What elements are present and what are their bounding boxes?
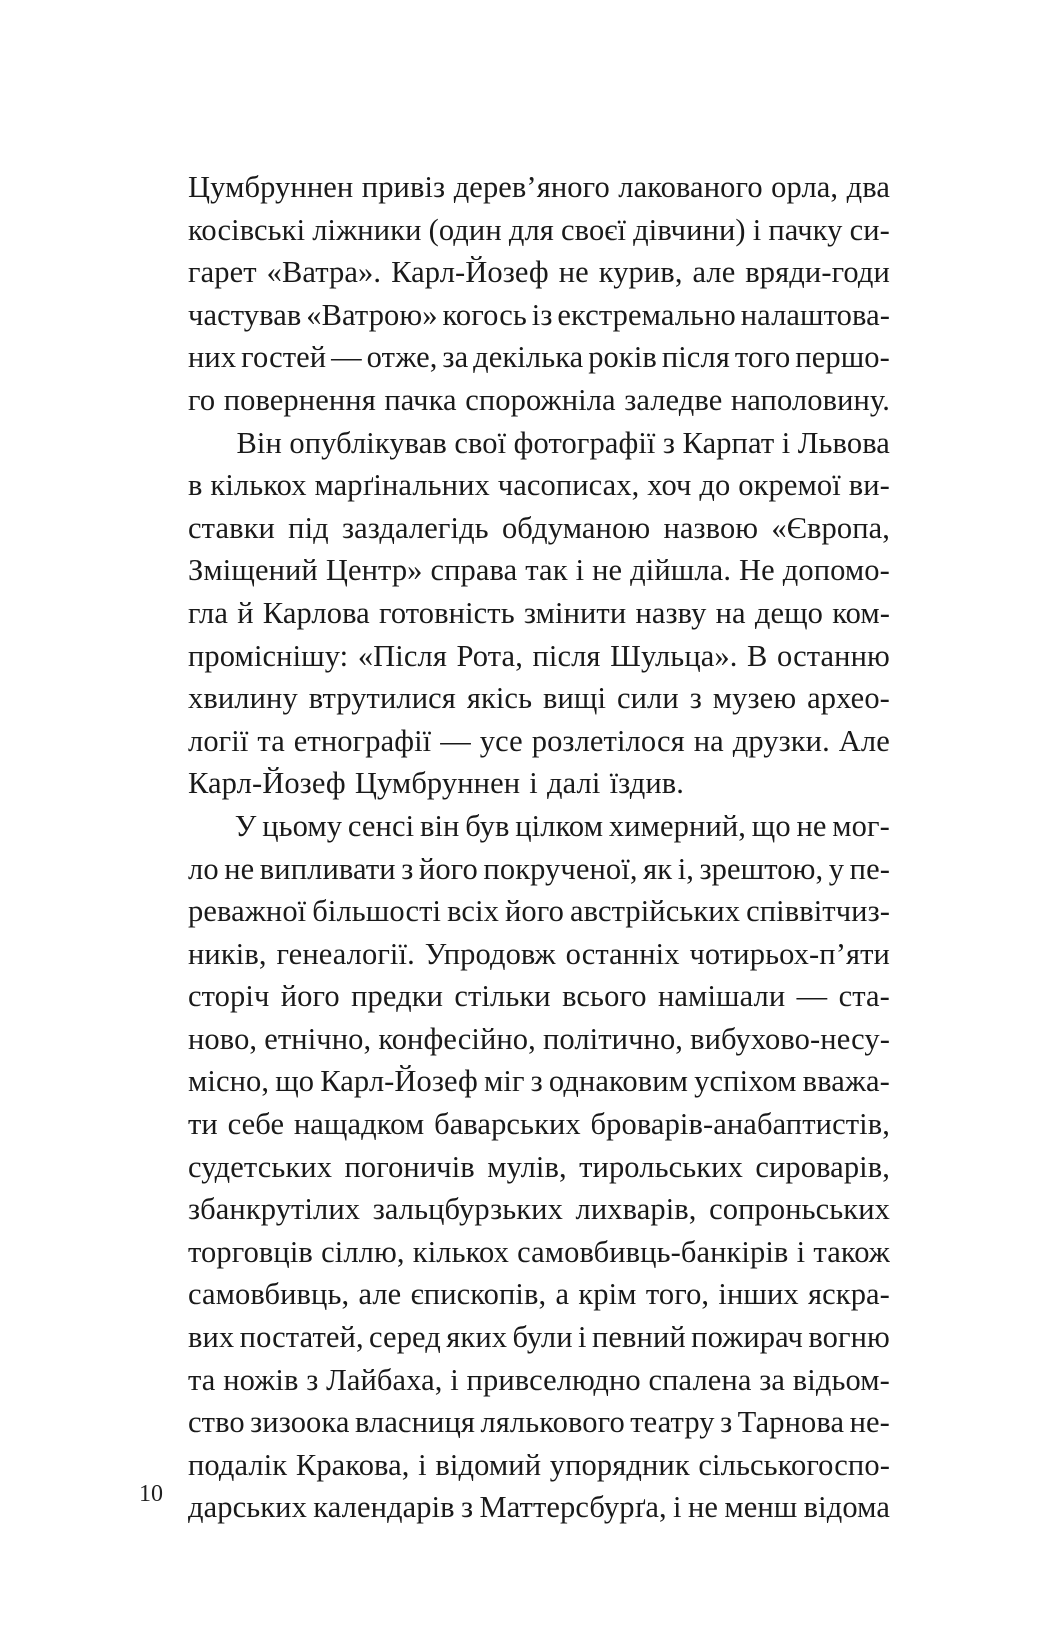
word: і [796,1234,806,1269]
word: він [419,808,460,843]
word: хвилину [188,681,298,716]
word: часописах, [497,468,640,503]
word: а [555,1277,570,1312]
text-line [188,1486,890,1529]
word: для [508,212,554,247]
word: етнічно, [264,1021,372,1056]
word: дівчини) [633,212,746,247]
word: самовбивць-банкірів [517,1234,789,1269]
word: лихварів, [575,1192,697,1227]
word: з [720,1405,733,1440]
word: більшості [312,894,442,929]
word: і [752,212,762,247]
word: пожирач [691,1320,803,1355]
word: лялькового [480,1405,625,1440]
word: дарських [188,1490,307,1525]
text-line [188,379,890,422]
text-line [188,1444,890,1487]
text-line [188,294,890,337]
word: друзки. [732,723,830,758]
word: Центр» [325,553,423,588]
word: вищі [543,681,607,716]
word: налаштова- [740,297,890,332]
word: торговців [188,1234,313,1269]
word: — [440,723,471,758]
text-line [188,1316,890,1359]
word: покрученої, [483,851,638,886]
word: так [525,553,568,588]
word: курив, [598,255,683,290]
word: го [188,382,216,417]
word: них [188,340,237,375]
word: дещо [754,595,824,630]
word: заздалегідь [342,510,489,545]
word: ліжники [312,212,422,247]
word: конфесійно, [378,1021,536,1056]
word: за [442,340,469,375]
word: сили [617,681,679,716]
word: фотографії [513,425,656,460]
word: Цумбруннен [354,766,521,801]
word: намішали [657,979,786,1014]
word: з [662,425,676,460]
word: си- [849,212,890,247]
word: календарів [313,1490,455,1525]
word: однаковим [548,1064,689,1099]
word: вогню [808,1320,890,1355]
text-line [188,464,890,507]
text-line [188,890,890,933]
text-line [188,549,890,592]
word: після [532,638,601,673]
word: свої [454,425,507,460]
text-line [188,848,890,891]
word: Карлова [262,595,370,630]
word: окремої [738,468,841,503]
word: когось [442,297,527,332]
word: ло [188,851,219,886]
word: повернення [223,382,376,417]
word: Шульца». [610,638,738,673]
word: Маттерсбурґа, [479,1490,667,1525]
word: ком- [832,595,890,630]
word: з [461,1490,474,1525]
word: ста- [838,979,890,1014]
word: дійшла. [630,553,732,588]
word: єпископів, [410,1277,547,1312]
word: Карл-Йозеф [188,766,346,801]
text-line [188,720,890,763]
word: Карпат [682,425,775,460]
text-line [188,1146,890,1189]
word: зальцбурзьких [372,1192,563,1227]
word: цілком [515,808,604,843]
word: музею [712,681,797,716]
word: театру [630,1405,715,1440]
word: співвітчиз- [746,894,890,929]
word: після [661,340,730,375]
word: В [747,638,768,673]
word: але [692,255,736,290]
word: два [846,170,890,204]
text-line [188,805,890,848]
word: Кракова, [295,1447,410,1482]
word: інших [718,1277,799,1312]
word: Цумбруннен [188,170,354,204]
word: але [358,1277,402,1312]
word: упорядник [549,1447,690,1482]
word: справа [430,553,518,588]
word: Лайбаха, [326,1362,443,1397]
word: першо- [795,340,890,375]
word: готовність [378,595,515,630]
word: власниця [354,1405,476,1440]
word: що [275,1064,315,1099]
word: останню [777,638,890,673]
word: сторіч [188,979,270,1014]
text-line [188,592,890,635]
text-line [188,635,890,678]
word: його [418,851,478,886]
word: вих [188,1320,235,1355]
word: пачку [768,212,843,247]
word: вибухово-несу- [690,1021,890,1056]
word: до [699,468,731,503]
word: й [237,595,254,630]
word: Він [236,425,282,460]
word: у [828,851,845,886]
word: з [401,851,414,886]
word: з [530,1064,543,1099]
word: з [306,1362,319,1397]
word: як [643,851,673,886]
word: марґінальних [314,468,490,503]
word: відьом- [792,1362,890,1397]
word: також [813,1234,890,1269]
word: сіллю, [321,1234,405,1269]
text-line [188,1188,890,1231]
word: певний [591,1320,686,1355]
word: привіз [361,170,446,204]
word: орла, [771,170,839,204]
word: своєї [561,212,627,247]
word: сироварів, [755,1149,890,1184]
word: останніх [565,936,680,971]
word: генеалогії. [276,936,415,971]
word: Упродовж [424,936,556,971]
word: архео- [807,681,890,716]
word: з [689,681,702,716]
word: «Європа, [771,510,890,545]
word: того, [645,1277,710,1312]
word: його [280,979,340,1014]
word: та [257,723,285,758]
text-line [188,166,890,209]
word: заледве [624,382,723,417]
text-line [188,422,890,465]
word: їздив. [609,766,684,801]
word: і [781,425,791,460]
word: успіхом [694,1064,797,1099]
word: назвою [663,510,759,545]
word: вважа- [802,1064,890,1099]
paragraph [188,805,890,1529]
word: дерев’яного [453,170,610,204]
word: себе [227,1107,285,1142]
word: гла [188,595,229,630]
word: Карл-Йозеф [320,1064,478,1099]
word: на [693,723,724,758]
word: кількох [412,1234,509,1269]
word: Не [739,553,775,588]
text-line [188,507,890,550]
word: етнографії [293,723,432,758]
word: відома [803,1490,890,1525]
word: на [715,595,746,630]
word: пе- [849,851,890,886]
word: цьому [262,808,343,843]
word: тирольських [579,1149,743,1184]
word: із [531,297,553,332]
word: погоничів [344,1149,475,1184]
word: того [734,340,791,375]
word: назву [635,595,707,630]
text-line [188,1060,890,1103]
word: химерний, [608,808,747,843]
word: і [450,1362,459,1397]
text-line [188,762,890,805]
word: ставки [188,510,275,545]
text-line [188,933,890,976]
word: зизоока [250,1405,350,1440]
text-line [188,251,890,294]
word: баварських [434,1107,581,1142]
word: стільки [454,979,551,1014]
word: У [234,808,257,843]
word: — [796,979,828,1014]
word: броварів-анабаптистів, [590,1107,890,1142]
word: (один [428,212,502,247]
word: випливати [259,851,396,886]
word: ти [188,1107,218,1142]
word: спалена [648,1362,752,1397]
word: «Після [357,638,447,673]
word: «Ватрою» [306,297,438,332]
text-line [188,1401,890,1444]
word: ново, [188,1021,258,1056]
word: і [418,1447,427,1482]
word: екстремально [557,297,736,332]
text-line [188,209,890,252]
word: допомо- [782,553,890,588]
word: подалік [188,1447,288,1482]
word: всіх [447,894,499,929]
word: всього [562,979,647,1014]
word: не [796,808,827,843]
text-line [188,1359,890,1402]
word: «Ватра». [266,255,382,290]
word: лакованого [618,170,763,204]
word: ви- [848,468,890,503]
word: логії [188,723,249,758]
text-line [188,1018,890,1061]
word: і, [677,851,694,886]
word: яких [446,1320,508,1355]
word: за [759,1362,786,1397]
paragraph [188,422,890,805]
word: сенсі [347,808,415,843]
word: сопроньських [709,1192,890,1227]
word: Тарнова [737,1405,845,1440]
word: гостей [241,340,327,375]
word: і [529,766,538,801]
word: втрутилися [308,681,456,716]
word: були [512,1320,573,1355]
word: Львова [797,425,890,460]
text-line [188,975,890,1018]
word: спорожніла [465,382,616,417]
word: ножів [223,1362,299,1397]
word: в [188,468,203,503]
word: постатей, [239,1320,364,1355]
word: гарет [188,255,257,290]
word: хоч [647,468,692,503]
paragraph-indent [188,805,229,848]
paragraph-indent [188,422,229,465]
word: самовбивць, [188,1277,350,1312]
word: і [673,1490,682,1525]
word: Але [838,723,890,758]
word: менш [724,1490,798,1525]
word: нащадком [293,1107,425,1142]
word: не [224,851,255,886]
word: привселюдно [466,1362,641,1397]
word: був [465,808,510,843]
text-line [188,1273,890,1316]
word: яскра- [808,1277,890,1312]
word: не- [849,1405,890,1440]
text-line [188,1231,890,1274]
word: чотирьох-п’яти [689,936,890,971]
word: політично, [542,1021,684,1056]
word: і [575,553,585,588]
word: і [578,1320,587,1355]
word: під [288,510,329,545]
word: якісь [466,681,533,716]
word: ників, [188,936,267,971]
word: що [751,808,791,843]
word: ство [188,1405,245,1440]
word: австрійських [569,894,741,929]
word: сільськогоспо- [698,1447,890,1482]
word: — [331,340,362,375]
word: збанкрутілих [188,1192,361,1227]
word: не [687,1490,718,1525]
word: серед [369,1320,441,1355]
word: Рота, [456,638,523,673]
page-body-text [188,166,890,1529]
word: крім [578,1277,637,1312]
word: мулів, [487,1149,567,1184]
word: Карл-Йозеф [391,255,549,290]
paragraph [188,166,890,422]
word: Зміщений [188,553,318,588]
word: та [188,1362,216,1397]
word: розлетілося [531,723,685,758]
word: вряди-годи [745,255,890,290]
word: зрештою, [699,851,824,886]
word: мог- [832,808,890,843]
word: не [592,553,623,588]
word: декілька [473,340,584,375]
word: реважної [188,894,307,929]
word: проміснішу: [188,638,349,673]
word: змінити [523,595,627,630]
word: міг [483,1064,525,1099]
word: косівські [188,212,306,247]
word: кількох [210,468,307,503]
word: місно, [188,1064,270,1099]
page-number: 10 [139,1481,163,1507]
word: судетських [188,1149,333,1184]
word: предки [351,979,444,1014]
word: далі [547,766,601,801]
word: відомий [435,1447,542,1482]
word: пачка [384,382,457,417]
word: обдуманою [501,510,651,545]
word: наполовину. [730,382,890,417]
word: отже, [366,340,438,375]
text-line [188,336,890,379]
word: опублікував [289,425,447,460]
word: років [588,340,657,375]
text-line [188,1103,890,1146]
word: частував [188,297,302,332]
word: усе [479,723,523,758]
text-line [188,677,890,720]
word: його [505,894,564,929]
word: не [558,255,589,290]
